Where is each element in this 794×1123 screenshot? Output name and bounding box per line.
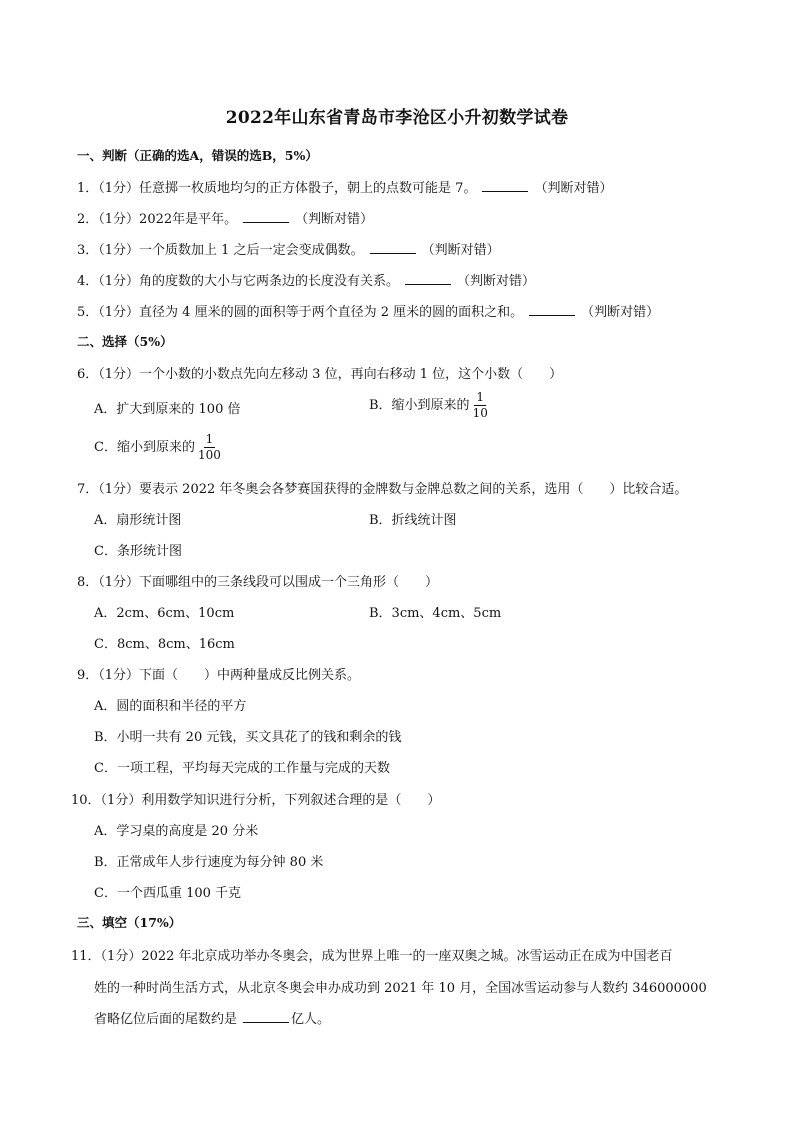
page-title: 2022年山东省青岛市李沧区小升初数学试卷: [225, 108, 569, 128]
section-judge-heading: 一、判断（正确的选A，错误的选B，5%）: [77, 148, 318, 163]
question-6: [77, 363, 562, 382]
question-8: [77, 571, 438, 590]
section-choice-heading: 二、选择（5%）: [77, 334, 173, 349]
option-6b-text: B．缩小到原来的: [369, 398, 470, 413]
question-6-close: ）: [549, 367, 563, 382]
question-9: [77, 664, 360, 683]
question-6-stem: 6．（1分）一个小数的小数点先向左移动 3 位，再向右移动 1 位，这个小数（: [77, 367, 524, 382]
question-7: [77, 478, 687, 497]
option-8b[interactable]: B．3cm、4cm、5cm: [369, 606, 502, 621]
question-8-close: ）: [425, 575, 439, 590]
question-10: [71, 789, 440, 808]
option-10b[interactable]: B．正常成年人步行速度为每分钟 80 米: [94, 855, 324, 870]
judge-suffix-4: （判断对错）: [457, 274, 536, 289]
option-8c[interactable]: C．8cm、8cm、16cm: [94, 637, 235, 652]
option-9a[interactable]: A．圆的面积和半径的平方: [94, 699, 247, 714]
question-1-text: 1．（1分）任意掷一枚质地均匀的正方体骰子，朝上的点数可能是 7。: [77, 181, 477, 196]
question-11-line-2: 姓的一种时尚生活方式，从北京冬奥会申办成功到 2021 年 10 月，全国冰雪运动参与人数约 346000000: [94, 981, 707, 996]
option-6a[interactable]: A．扩大到原来的 100 倍: [94, 402, 241, 417]
question-3-text: 3．（1分）一个质数加上 1 之后一定会变成偶数。: [77, 243, 364, 258]
question-11-text: 省略亿位后面的尾数约是: [94, 1012, 238, 1027]
fraction-numerator: 1: [205, 432, 214, 446]
option-9b[interactable]: B．小明一共有 20 元钱，买文具花了的钱和剩余的钱: [94, 730, 402, 745]
fraction-1-100: [196, 432, 223, 463]
question-4: [77, 270, 535, 289]
question-8-stem: 8．（1分）下面哪组中的三条线段可以围成一个三角形（: [77, 575, 400, 590]
question-11-line-1: 11．（1分）2022 年北京成功举办冬奥会，成为世界上唯一的一座双奥之城。冰雪运动正在成为中国老百: [71, 949, 673, 964]
question-3: [77, 239, 500, 258]
option-9c[interactable]: C．一项工程，平均每天完成的工作量与完成的天数: [94, 761, 390, 776]
question-9-stem-end: ）中两种量成反比例关系。: [204, 668, 361, 683]
option-6b[interactable]: [369, 390, 490, 421]
question-11-line-3: [94, 1008, 330, 1027]
question-10-close: ）: [427, 793, 441, 808]
answer-blank-4[interactable]: [405, 273, 451, 285]
question-5-text: 5．（1分）直径为 4 厘米的圆的面积等于两个直径为 2 厘米的圆的面积之和。: [77, 305, 524, 320]
question-5: [77, 301, 659, 320]
option-6c-text: C．缩小到原来的: [94, 440, 195, 455]
option-7c[interactable]: C．条形统计图: [94, 544, 182, 559]
question-4-text: 4．（1分）角的度数的大小与它两条边的长度没有关系。: [77, 274, 400, 289]
judge-suffix-3: （判断对错）: [421, 243, 500, 258]
question-1: [77, 177, 612, 196]
answer-blank-3[interactable]: [370, 242, 416, 254]
question-7-stem-end: ）比较合适。: [609, 482, 688, 497]
answer-blank-11[interactable]: [243, 1011, 289, 1023]
judge-suffix-1: （判断对错）: [534, 181, 613, 196]
answer-blank-5[interactable]: [529, 304, 575, 316]
fraction-numerator: 1: [476, 390, 485, 404]
option-6c[interactable]: [94, 432, 223, 463]
question-11-unit: 亿人。: [291, 1012, 331, 1027]
section-fill-heading: 三、填空（17%）: [77, 915, 182, 930]
judge-suffix-2: （判断对错）: [295, 212, 374, 227]
question-7-stem: 7．（1分）要表示 2022 年冬奥会各梦赛国获得的金牌数与金牌总数之间的关系，选用（: [77, 482, 584, 497]
answer-blank-1[interactable]: [482, 180, 528, 192]
question-2-text: 2．（1分）2022年是平年。: [77, 212, 238, 227]
judge-suffix-5: （判断对错）: [581, 305, 660, 320]
option-10a[interactable]: A．学习桌的高度是 20 分米: [94, 824, 259, 839]
question-9-stem: 9．（1分）下面（: [77, 668, 179, 683]
option-7a[interactable]: A．扇形统计图: [94, 513, 182, 528]
question-2: [77, 208, 373, 227]
answer-blank-2[interactable]: [243, 211, 289, 223]
fraction-1-10: [471, 390, 490, 421]
option-10c[interactable]: C．一个西瓜重 100 千克: [94, 886, 242, 901]
fraction-denominator: 10: [472, 406, 488, 420]
fraction-denominator: 100: [197, 448, 221, 462]
question-10-stem: 10．（1分）利用数学知识进行分析，下列叙述合理的是（: [71, 793, 402, 808]
option-7b[interactable]: B．折线统计图: [369, 513, 457, 528]
option-8a[interactable]: A．2cm、6cm、10cm: [94, 606, 235, 621]
